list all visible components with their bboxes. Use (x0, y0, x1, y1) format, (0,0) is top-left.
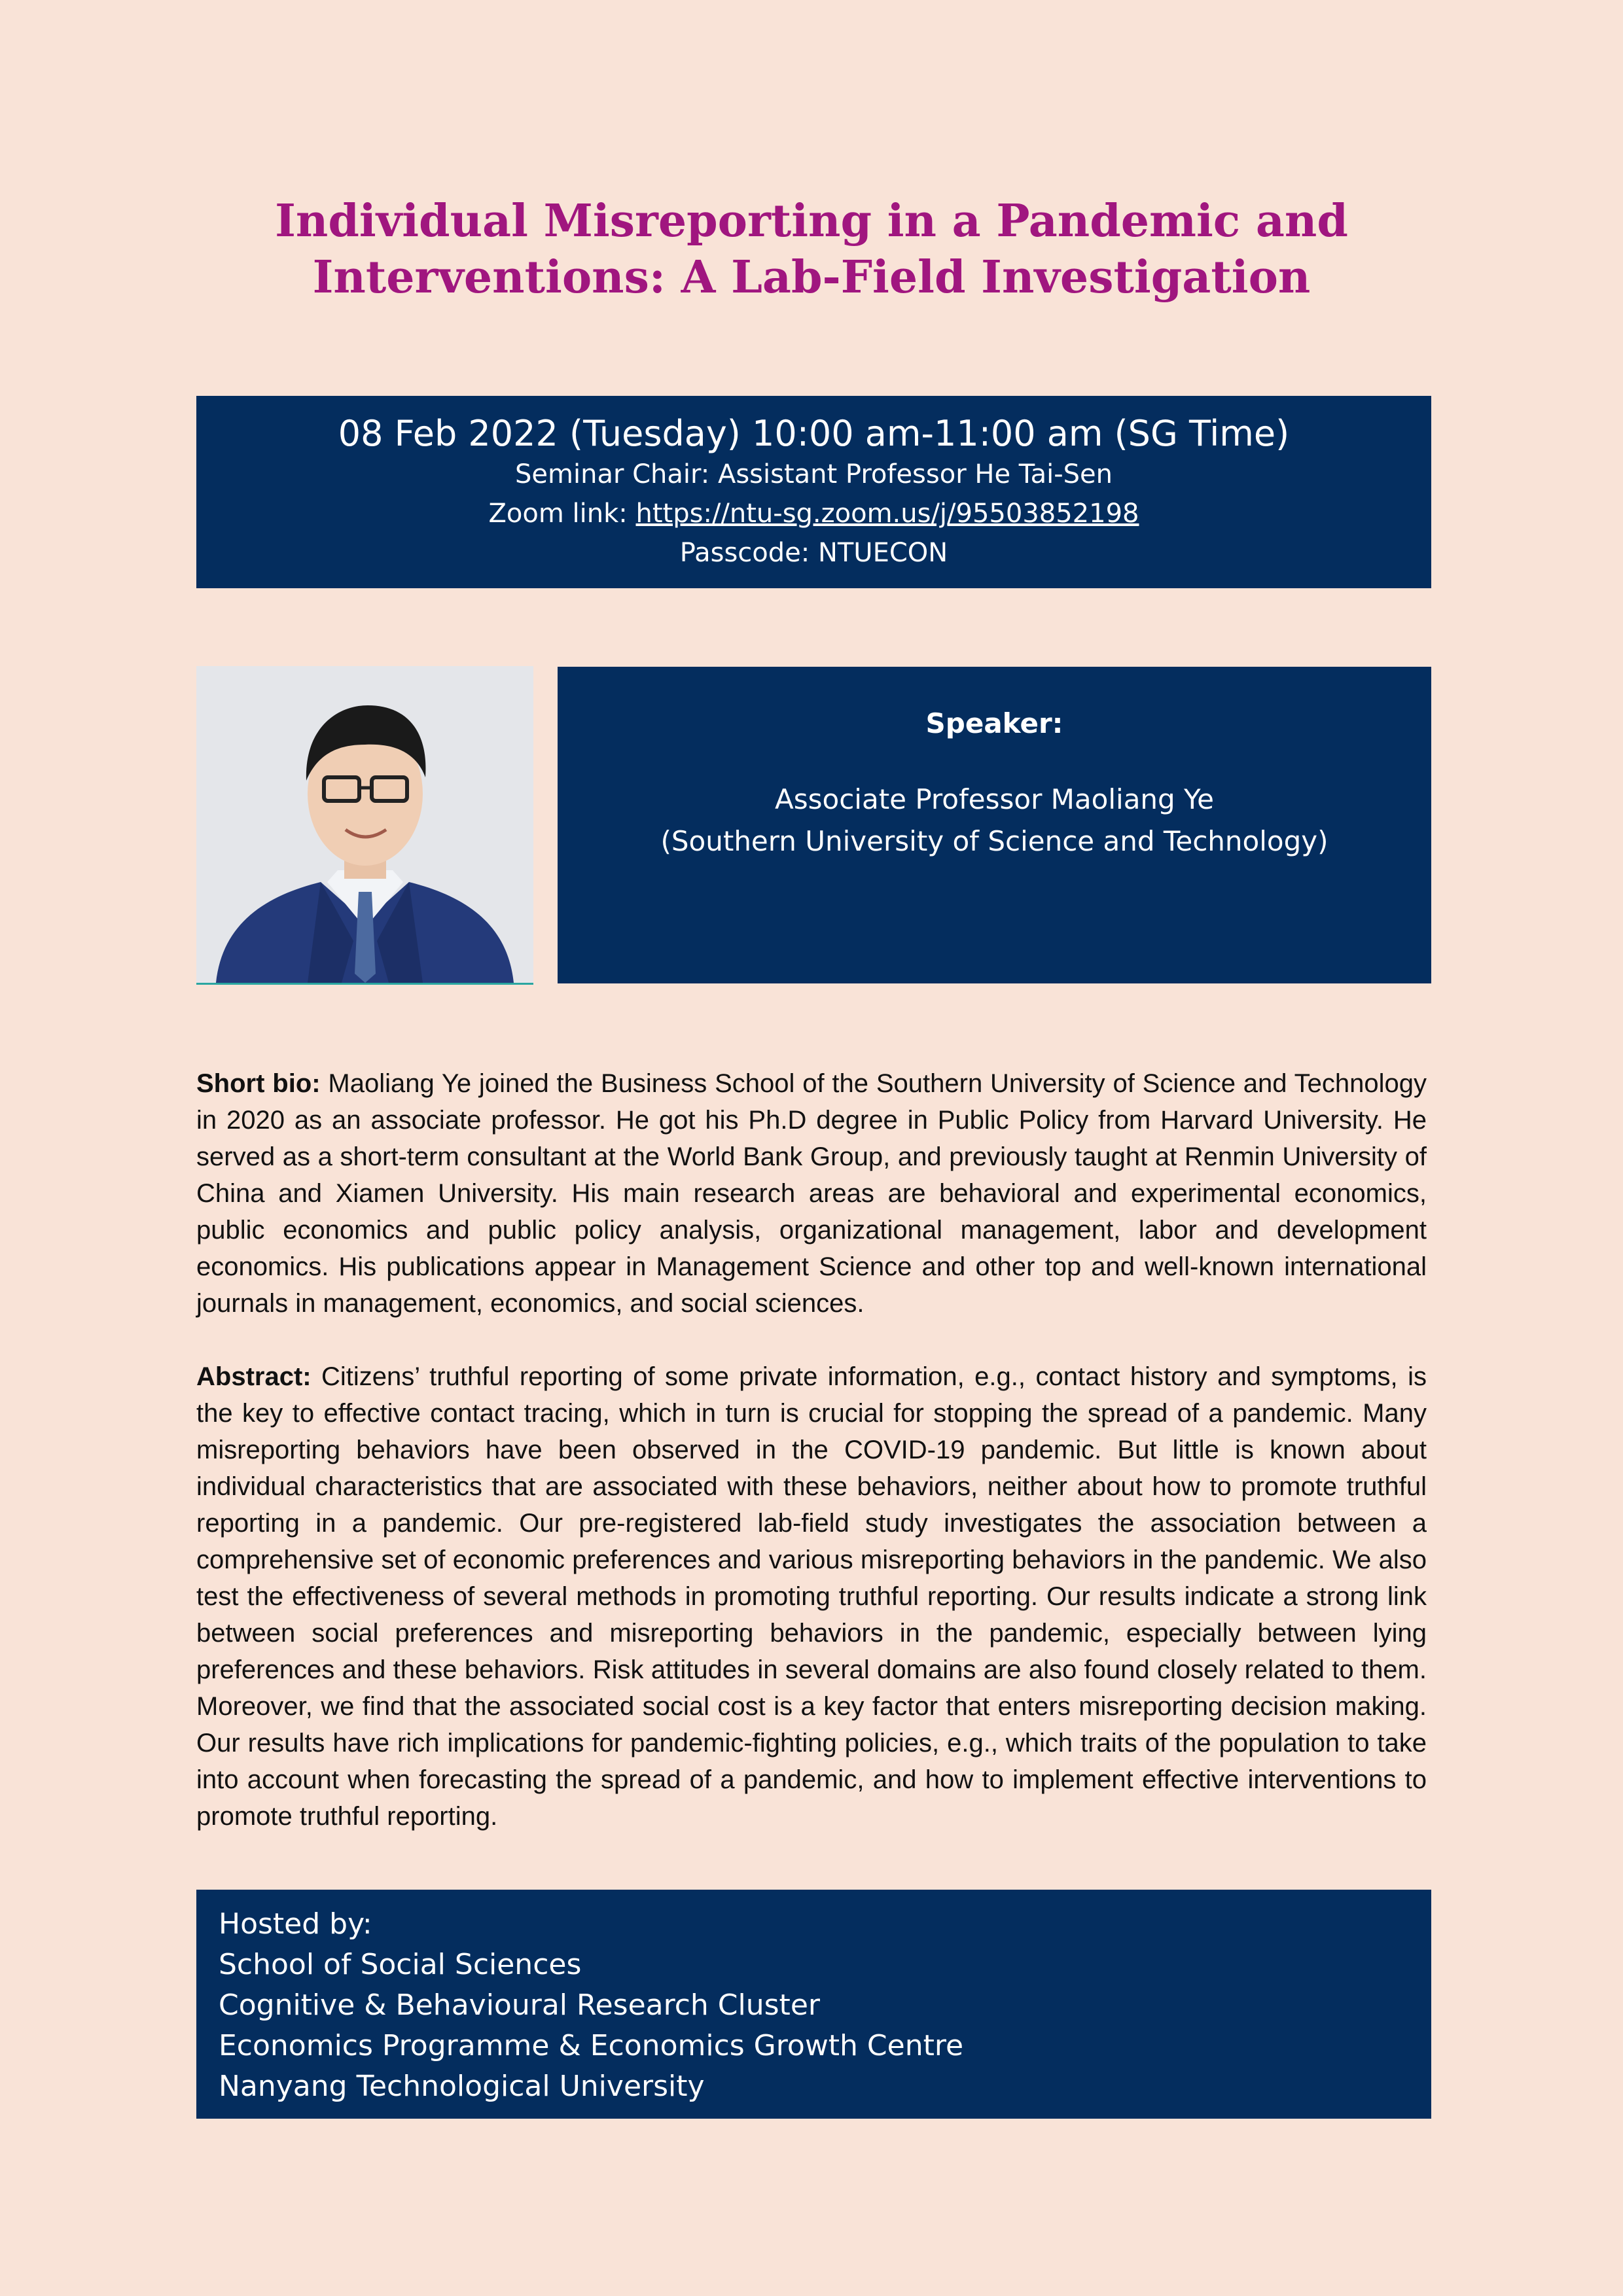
speaker-box (558, 667, 1431, 983)
host-line: Economics Programme & Economics Growth Centre (219, 2029, 964, 2062)
host-line: Cognitive & Behavioural Research Cluster (219, 1988, 820, 2022)
abstract-text: Citizens’ truthful reporting of some private information, e.g., contact history and symptoms, is the key to effective contact tracing, which in turn is crucial for stopping the spread of a pandemic. Many misreporting behaviors have been observed in the COVID-19 pandemic. But little is known about individual characteristics that are associated with these behaviors, neither about how to promote truthful reporting in a pandemic. Our pre-registered lab-field study investigates the association between a comprehensive set of economic preferences and various misreporting behaviors in the pandemic. We also test the effectiveness of several methods in promoting truthful reporting. Our results indicate a strong link between social preferences and misreporting behaviors in the pandemic, especially between lying preferences and these behaviors. Risk attitudes in several domains are also found closely related to them. Moreover, we find that the associated social cost is a key factor that enters misreporting decision making. Our results have rich implications for pandemic-fighting policies, e.g., which traits of the population to take into account when forecasting the spread of a pandemic, and how to implement effective interventions to promote truthful reporting. (196, 1362, 1427, 1831)
seminar-datetime: 08 Feb 2022 (Tuesday) 10:00 am-11:00 am (SG Time) (338, 413, 1290, 454)
title-line-1: Individual Misreporting in a Pandemic and (275, 195, 1348, 247)
speaker-portrait-image (196, 666, 533, 983)
speaker-name: Associate Professor Maoliang Ye (775, 783, 1214, 815)
speaker-label: Speaker: (925, 707, 1063, 739)
zoom-line (196, 494, 1431, 533)
passcode: Passcode: NTUECON (679, 538, 948, 568)
title-line-2: Interventions: A Lab-Field Investigation (312, 251, 1311, 304)
speaker-photo (196, 666, 533, 985)
host-line: School of Social Sciences (219, 1948, 582, 1981)
seminar-chair: Seminar Chair: Assistant Professor He Tai-Sen (515, 459, 1113, 489)
abstract (196, 1358, 1427, 1835)
speaker-details (558, 779, 1431, 862)
zoom-label: Zoom link: (488, 499, 636, 529)
hosted-label: Hosted by: (219, 1907, 372, 1941)
bio-text: Maoliang Ye joined the Business School of the Southern University of Science and Technology in 2020 as an associate professor. He got his Ph.D degree in Public Policy from Harvard University. He served as a short-term consultant at the World Bank Group, and previously taught at Renmin University of China and Xiamen University. His main research areas are behavioral and experimental economics, public economics and public policy analysis, organizational management, labor and development economics. His publications appear in Management Science and other top and well-known international journals in management, economics, and social sciences. (196, 1069, 1427, 1318)
abstract-label: Abstract: (196, 1362, 312, 1391)
zoom-link[interactable]: https://ntu-sg.zoom.us/j/95503852198 (635, 499, 1139, 529)
host-line: Nanyang Technological University (219, 2070, 705, 2103)
seminar-info-box (196, 396, 1431, 588)
hosted-by-box (196, 1890, 1431, 2119)
short-bio (196, 1065, 1427, 1322)
bio-label: Short bio: (196, 1069, 321, 1098)
speaker-affiliation: (Southern University of Science and Technology) (660, 825, 1329, 857)
page-title (196, 193, 1427, 306)
